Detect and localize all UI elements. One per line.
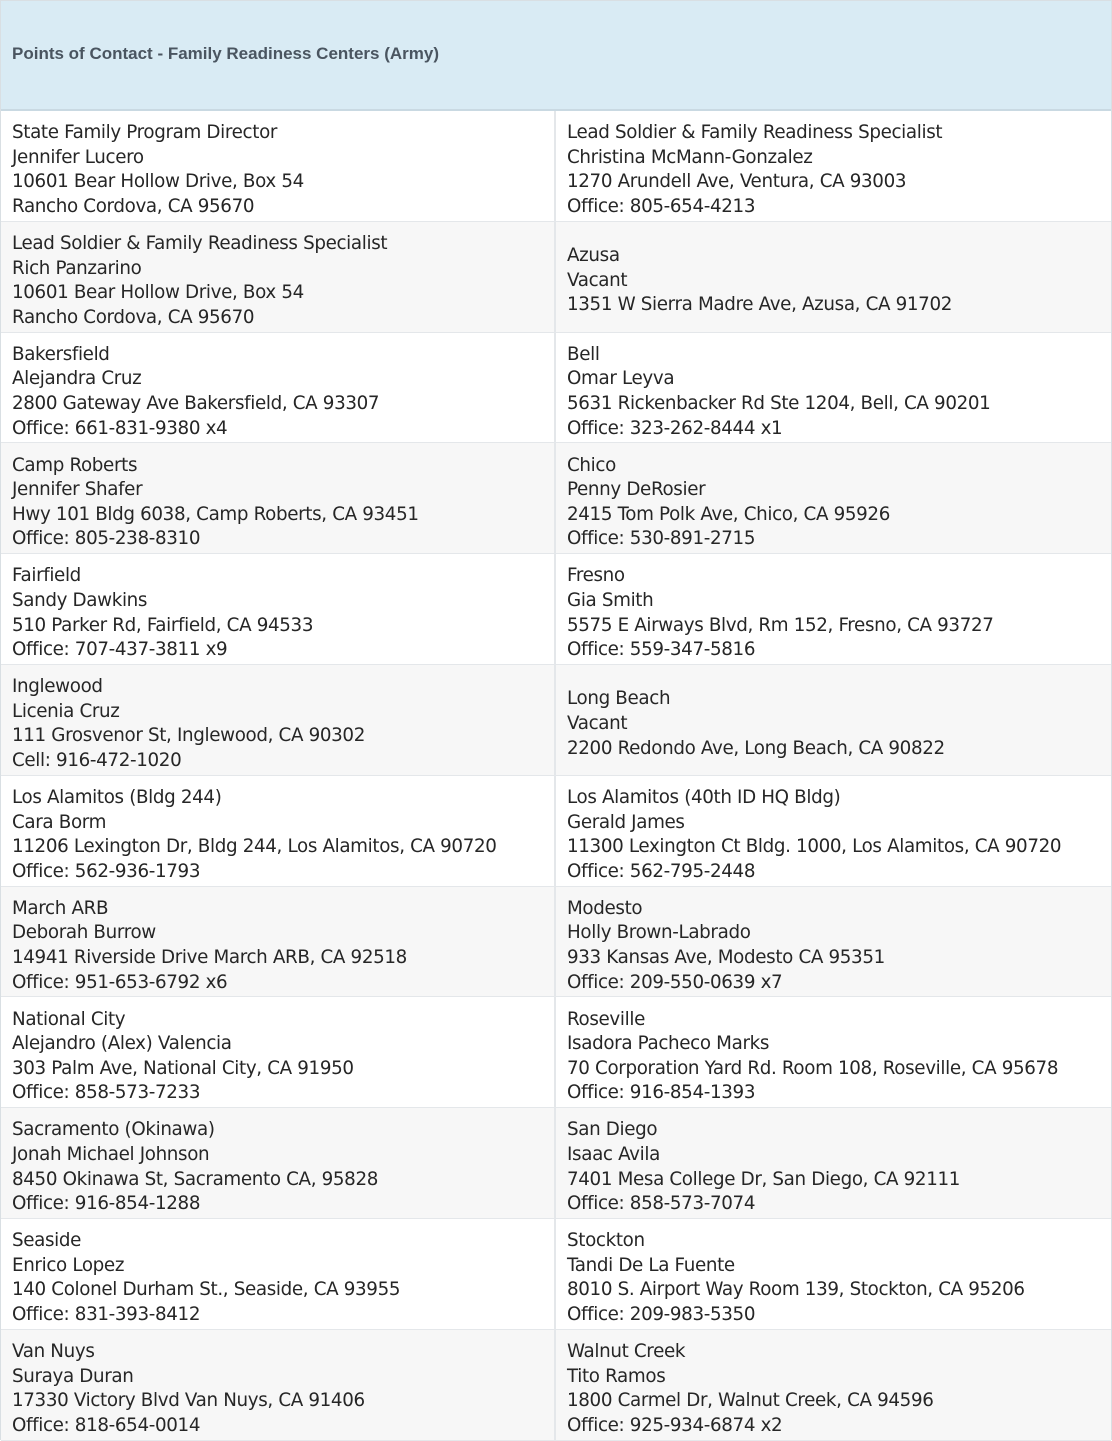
contact-name: Gerald James (567, 811, 685, 833)
contact-cell (556, 887, 1111, 998)
contact-name: Alejandra Cruz (12, 368, 142, 390)
contact-location: Seaside (12, 1230, 82, 1252)
contact-cell (1, 1330, 556, 1441)
contact-address: 933 Kansas Ave, Modesto CA 95351 (567, 946, 885, 968)
contact-detail: Office: 562-936-1793 (12, 860, 201, 882)
contact-location: Los Alamitos (Bldg 244) (12, 786, 222, 808)
contact-detail: Office: 209-983-5350 (567, 1303, 756, 1325)
contact-cell (1, 554, 556, 665)
contact-detail: Rancho Cordova, CA 95670 (12, 306, 255, 328)
contact-cell (1, 665, 556, 776)
contact-address: 7401 Mesa College Dr, San Diego, CA 92111 (567, 1168, 961, 1190)
contact-name: Jennifer Lucero (12, 146, 144, 168)
contact-name: Omar Leyva (567, 368, 675, 390)
contact-detail: Office: 805-654-4213 (567, 195, 756, 217)
contact-name: Enrico Lopez (12, 1254, 125, 1276)
contact-detail: Office: 858-573-7074 (567, 1193, 756, 1215)
contact-location: Walnut Creek (567, 1340, 686, 1362)
contact-address: 510 Parker Rd, Fairfield, CA 94533 (12, 614, 314, 636)
contact-location: State Family Program Director (12, 122, 278, 144)
contact-detail: Office: 707-437-3811 x9 (12, 639, 228, 661)
contact-name: Penny DeRosier (567, 479, 706, 501)
contact-name: Licenia Cruz (12, 700, 120, 722)
contact-address: 8450 Okinawa St, Sacramento CA, 95828 (12, 1168, 379, 1190)
contact-location: Fairfield (12, 565, 81, 587)
contact-location: Van Nuys (12, 1340, 95, 1362)
contact-cell (1, 443, 556, 554)
contact-address: 2415 Tom Polk Ave, Chico, CA 95926 (567, 503, 890, 525)
contact-name: Cara Borm (12, 811, 107, 833)
contact-cell (1, 1219, 556, 1330)
contact-name: Isadora Pacheco Marks (567, 1033, 770, 1055)
contact-cell (1, 887, 556, 998)
contact-location: Lead Soldier & Family Readiness Specialist (567, 122, 943, 144)
contact-detail: Rancho Cordova, CA 95670 (12, 195, 255, 217)
contact-cell (556, 333, 1111, 444)
contact-location: Los Alamitos (40th ID HQ Bldg) (567, 786, 841, 808)
contact-name: Sandy Dawkins (12, 589, 148, 611)
contact-name: Vacant (567, 269, 628, 291)
contact-location: Azusa (567, 245, 620, 267)
contact-location: Long Beach (567, 688, 671, 710)
contact-location: National City (12, 1008, 126, 1030)
contact-detail: Office: 818-654-0014 (12, 1414, 201, 1436)
contact-location: March ARB (12, 897, 109, 919)
contact-detail: Office: 925-934-6874 x2 (567, 1414, 783, 1436)
contact-address: 8010 S. Airport Way Room 139, Stockton, CA 95206 (567, 1279, 1025, 1301)
contact-detail: Office: 530-891-2715 (567, 528, 756, 550)
contact-cell (1, 111, 556, 222)
contact-name: Isaac Avila (567, 1143, 660, 1165)
contact-address: 11206 Lexington Dr, Bldg 244, Los Alamitos, CA 90720 (12, 836, 497, 858)
contact-cell (556, 776, 1111, 887)
contact-location: Roseville (567, 1008, 645, 1030)
contact-detail: Office: 951-653-6792 x6 (12, 971, 228, 993)
contact-address: 17330 Victory Blvd Van Nuys, CA 91406 (12, 1390, 365, 1412)
contact-name: Holly Brown-Labrado (567, 922, 751, 944)
contact-address: 10601 Bear Hollow Drive, Box 54 (12, 282, 304, 304)
contact-cell (1, 1108, 556, 1219)
contact-location: Sacramento (Okinawa) (12, 1119, 215, 1141)
contact-detail: Office: 323-262-8444 x1 (567, 417, 783, 439)
contact-address: 1270 Arundell Ave, Ventura, CA 93003 (567, 171, 907, 193)
contact-detail: Office: 562-795-2448 (567, 860, 756, 882)
contact-cell (1, 222, 556, 333)
contact-name: Tito Ramos (567, 1365, 666, 1387)
contact-detail: Office: 831-393-8412 (12, 1303, 201, 1325)
contact-address: 111 Grosvenor St, Inglewood, CA 90302 (12, 725, 365, 747)
contact-cell (1, 997, 556, 1108)
contact-name: Jonah Michael Johnson (12, 1143, 210, 1165)
contact-address: 140 Colonel Durham St., Seaside, CA 93955 (12, 1279, 401, 1301)
page-title: Points of Contact - Family Readiness Centers (Army) (12, 43, 439, 63)
contact-detail: Office: 209-550-0639 x7 (567, 971, 783, 993)
contact-detail: Office: 916-854-1393 (567, 1082, 756, 1104)
contact-cell (1, 776, 556, 887)
contact-detail: Office: 559-347-5816 (567, 639, 756, 661)
contact-cell (556, 554, 1111, 665)
contact-name: Gia Smith (567, 589, 654, 611)
contact-address: 5575 E Airways Blvd, Rm 152, Fresno, CA 93727 (567, 614, 994, 636)
contact-location: Bakersfield (12, 343, 110, 365)
contact-location: Bell (567, 343, 600, 365)
contact-name: Suraya Duran (12, 1365, 134, 1387)
contact-name: Rich Panzarino (12, 257, 142, 279)
contact-detail: Office: 916-854-1288 (12, 1193, 201, 1215)
contact-cell (556, 111, 1111, 222)
contact-cell (556, 1330, 1111, 1441)
table-header (1, 1, 1111, 111)
contact-location: Camp Roberts (12, 454, 138, 476)
contact-cell (556, 1108, 1111, 1219)
contact-address: 1351 W Sierra Madre Ave, Azusa, CA 91702 (567, 294, 953, 316)
contact-address: 303 Palm Ave, National City, CA 91950 (12, 1057, 354, 1079)
contact-name: Vacant (567, 713, 628, 735)
contact-detail: Office: 858-573-7233 (12, 1082, 201, 1104)
contact-location: Inglewood (12, 676, 103, 698)
contact-address: 1800 Carmel Dr, Walnut Creek, CA 94596 (567, 1390, 934, 1412)
contact-address: 2800 Gateway Ave Bakersfield, CA 93307 (12, 392, 380, 414)
contact-address: 11300 Lexington Ct Bldg. 1000, Los Alamitos, CA 90720 (567, 836, 1062, 858)
contact-name: Deborah Burrow (12, 922, 156, 944)
contact-location: Lead Soldier & Family Readiness Specialist (12, 233, 388, 254)
contact-address: 5631 Rickenbacker Rd Ste 1204, Bell, CA 90201 (567, 392, 991, 414)
contact-grid (1, 111, 1111, 1441)
contact-location: Fresno (567, 565, 625, 587)
contact-detail: Office: 805-238-8310 (12, 528, 201, 550)
contact-cell (556, 222, 1111, 333)
contact-name: Alejandro (Alex) Valencia (12, 1033, 232, 1055)
contact-address: 2200 Redondo Ave, Long Beach, CA 90822 (567, 737, 945, 759)
contact-cell (1, 333, 556, 444)
contact-location: Modesto (567, 897, 643, 919)
contact-name: Christina McMann-Gonzalez (567, 146, 813, 168)
contact-address: 70 Corporation Yard Rd. Room 108, Roseville, CA 95678 (567, 1057, 1059, 1079)
contact-location: Stockton (567, 1230, 645, 1252)
contact-location: San Diego (567, 1119, 658, 1141)
contact-detail: Office: 661-831-9380 x4 (12, 417, 228, 439)
contact-address: 10601 Bear Hollow Drive, Box 54 (12, 171, 304, 193)
contact-cell (556, 443, 1111, 554)
contact-name: Tandi De La Fuente (567, 1254, 735, 1276)
contact-cell (556, 665, 1111, 776)
contact-name: Jennifer Shafer (12, 479, 143, 501)
contact-address: Hwy 101 Bldg 6038, Camp Roberts, CA 93451 (12, 503, 419, 525)
contact-cell (556, 1219, 1111, 1330)
contact-cell (556, 997, 1111, 1108)
contact-detail: Cell: 916-472-1020 (12, 749, 182, 771)
contact-location: Chico (567, 454, 616, 476)
contact-address: 14941 Riverside Drive March ARB, CA 92518 (12, 946, 407, 968)
